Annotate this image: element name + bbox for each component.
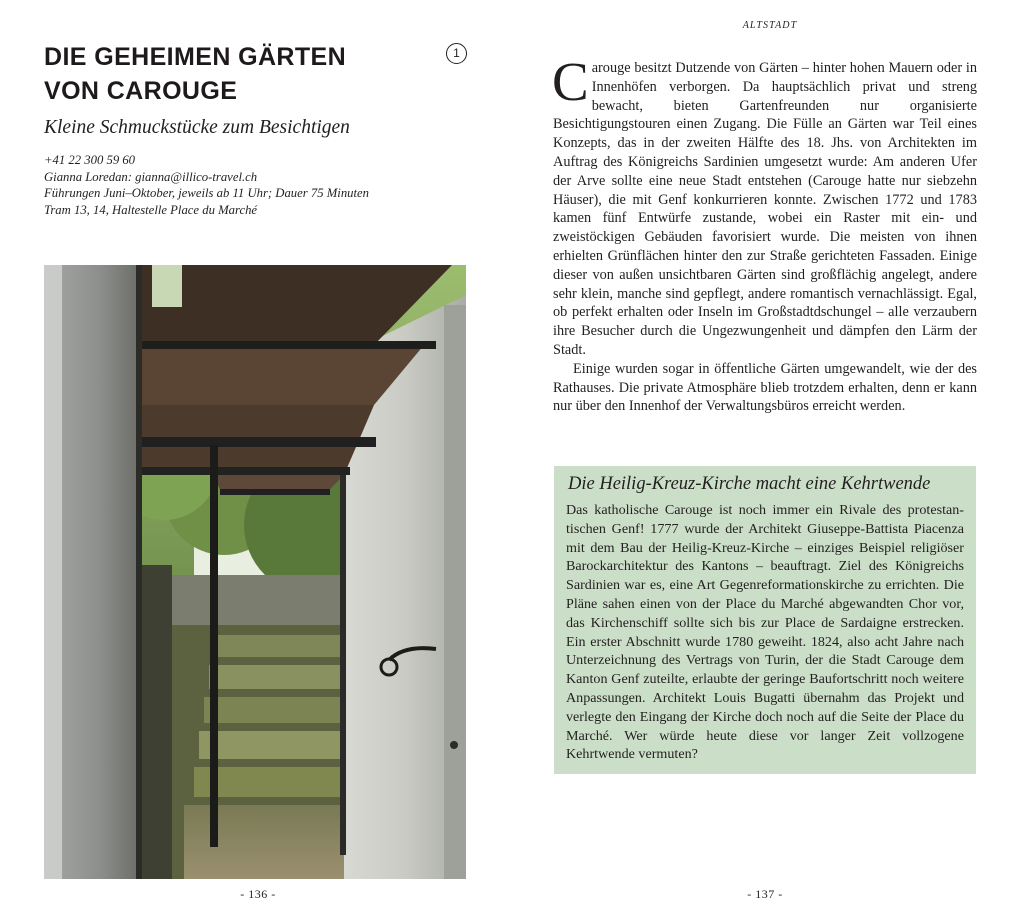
entry-title — [44, 40, 444, 108]
entry-title-line-2: VON CAROUGE — [44, 77, 238, 105]
entry-title-line-1: DIE GEHEIMEN GÄRTEN — [44, 43, 347, 71]
page-number-left: - 136 - — [240, 887, 276, 901]
entry-subtitle: Kleine Schmuckstücke zum Besichtigen — [44, 117, 350, 138]
running-head: ALTSTADT — [742, 20, 798, 31]
entry-number-badge: 1 — [446, 43, 467, 64]
sidebar-box — [554, 466, 976, 774]
page-number-right: - 137 - — [747, 887, 783, 901]
info-phone: +41 22 300 59 60 — [44, 153, 136, 167]
info-transport: Tram 13, 14, Haltestelle Place du Marché — [44, 202, 258, 217]
main-text — [552, 51, 977, 416]
sidebar-text: Das katholische Carouge ist noch immer ein Rivale des protestantischen Genf! 1777 wurde der Architekt Giuseppe-Battista Piacenza mit dem Bau der Heilig-Kreuz-Kirche – einziges Beispiel religiöser Barockarchitektur des Kantons – beauftragt. Ziel des Königreichs Sardinien war es, eine Art Gegenreformationskirche zu errichten. Die Pläne sahen einen von der Place du Marché abgewandten Chor vor, das Kirchenschiff sollte sich bis zur Place de Sardaigne erstrecken. Ein erster Abschnitt wurde 1780 geweiht. 1824, also acht Jahre nach Unterzeichnung des Vertrags von Turin, der die Stadt Carouge dem Kanton Genf zuteilte, erlaubte der geringe Baufortschritt noch weitere Anpassungen. Architekt Louis Bugatti übernahm das Projekt und verlegte den Eingang der Kirche doch noch auf die Seite der Place du Marché. Wer würde heute diese vor langer Zeit vollzogene Kehrtwende vermuten? — [566, 502, 964, 763]
sidebar-title: Die Heilig-Kreuz-Kirche macht eine Kehrtwende — [568, 474, 931, 494]
right-page — [510, 0, 1020, 923]
drop-cap: C — [552, 51, 589, 112]
paragraph-1 — [552, 51, 977, 360]
practical-info — [44, 152, 474, 218]
garden-stairway-photo — [44, 265, 466, 879]
paragraph-1-text: arouge besitzt Dutzende von Gärten – hinter hohen Mauern oder in Innenhöfen verborgen. Da hauptsächlich privat und streng bewacht, bieten Gartenfreunden nur organisierte Besichtigungstouren einen Zugang. Die Fülle an Gärten war Teil eines Konzepts, das in der zweiten Hälfte des 18. Jhs. von Architekten im Auftrag des Königreichs Sardinien umgesetzt wurde: Am anderen Ufer der Arve sollte eine neue Stadt entstehen (Carouge hatte nur siebzehn Häuser), die mit Genf konkurrieren konnte. Zwischen 1772 und 1783 kamen fünf Entwürfe zustande, wobei ein Raster mit ein- und zweistöckigen Gebäuden favorisiert wurde. Die meisten von ihnen erhielten Grünflächen hinter den zur Straße gerichteten Fassaden. Einige dieser von außen unsichtbaren Gärten sind großflächig angelegt, andere sehr klein, manche sind gepflegt, andere romantisch vernachlässigt. Egal, ob perfekt erhalten oder Inseln im Großstadtdschungel – alle verzaubern ihre Besucher durch die Ungezwungenheit und dämpfen den Lärm der Stadt. — [553, 60, 977, 358]
info-tours: Führungen Juni–Oktober, jeweils ab 11 Uhr; Dauer 75 Minuten — [44, 186, 370, 201]
paragraph-2: Einige wurden sogar in öffentliche Gärten umgewandelt, wie der des Rathauses. Die private Atmosphäre blieb trotzdem erhalten, denn er kann nur über den Innenhof der Verwaltungsbüros erreicht werden. — [553, 360, 977, 415]
info-contact: Gianna Loredan: gianna@illico-travel.ch — [44, 169, 258, 184]
